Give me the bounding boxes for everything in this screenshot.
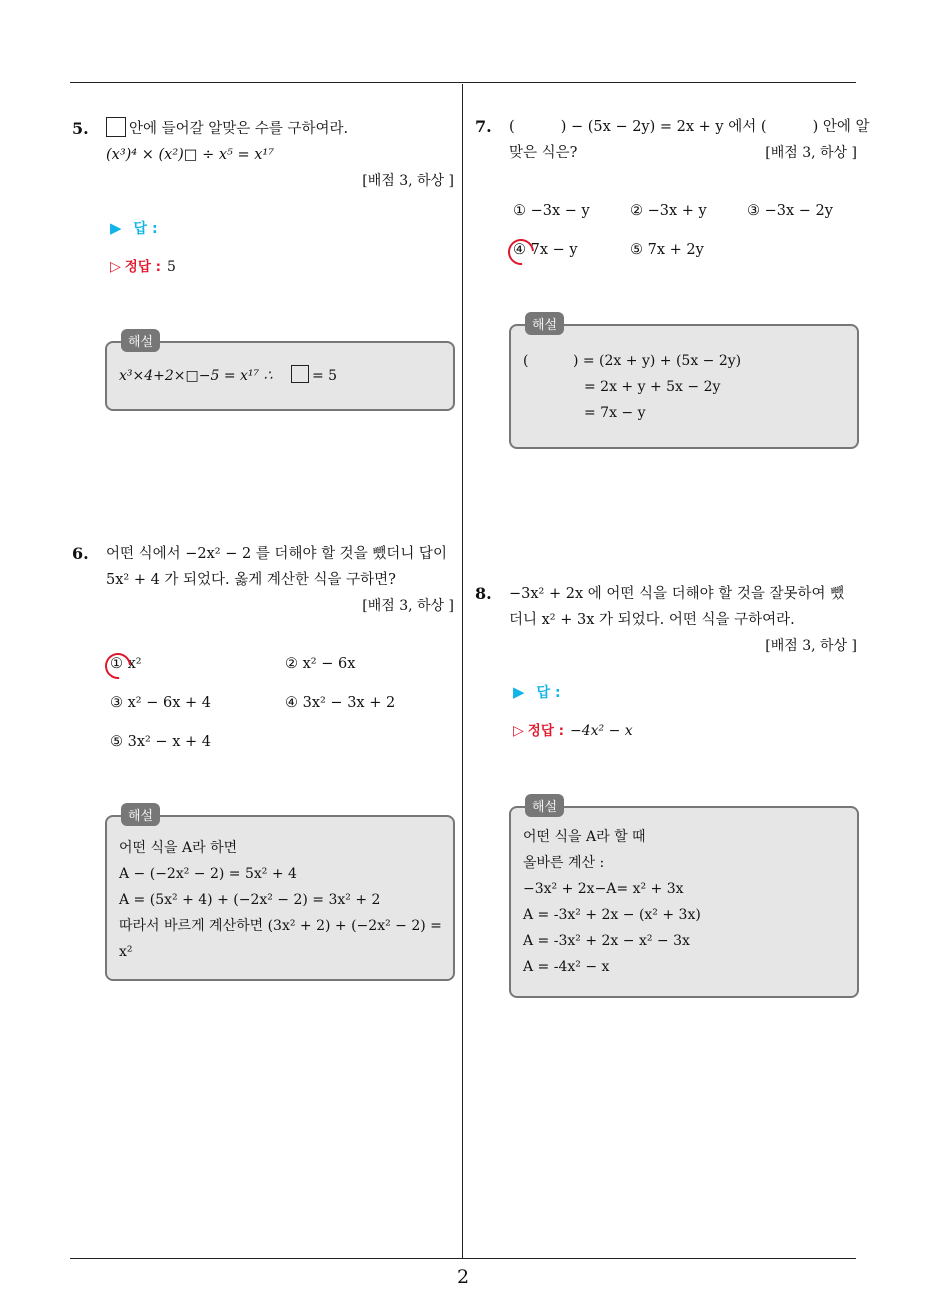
explanation-tag: 해설	[121, 803, 160, 826]
explanation-line: x²	[119, 944, 133, 960]
score-meta: [배점 3, 하상 ]	[765, 145, 857, 161]
question-text-line: −3x² + 2x 에 어떤 식을 더해야 할 것을 잘못하여 뺐	[509, 586, 845, 602]
option-1[interactable]: ① x²	[110, 656, 142, 672]
question-number: 6.	[72, 544, 89, 563]
explanation-box-8	[509, 800, 859, 998]
question-text-line: ( ) − (5x − 2y) = 2x + y 에서 ( ) 안에 알	[509, 119, 870, 135]
answer-circle-mark	[100, 648, 137, 685]
blank-box	[291, 365, 309, 383]
option-2[interactable]: ② x² − 6x	[285, 656, 356, 672]
option-2[interactable]: ② −3x + y	[630, 203, 707, 219]
score-meta: [배점 3, 하상 ]	[765, 638, 857, 654]
explanation-line: = 2x + y + 5x − 2y	[584, 379, 721, 395]
page-number: 2	[456, 1266, 470, 1288]
option-5[interactable]: ⑤ 7x + 2y	[630, 242, 704, 258]
column-divider	[462, 84, 463, 1259]
explanation-line: = 7x − y	[584, 405, 646, 421]
option-3[interactable]: ③ −3x − 2y	[747, 203, 833, 219]
explanation-line: 어떤 식을 A라 할 때	[523, 829, 646, 845]
correct-answer-8: ▷ 정답 : −4x² − x	[513, 723, 633, 739]
score-meta: [배점 3, 하상 ]	[362, 173, 454, 189]
explanation-line: 어떤 식을 A라 하면	[119, 840, 238, 856]
top-rule	[70, 82, 856, 83]
explanation-tag: 해설	[525, 794, 564, 817]
question-number: 8.	[475, 584, 492, 603]
explanation-line: A = -3x² + 2x − (x² + 3x)	[523, 907, 701, 923]
question-text: 안에 들어갈 알맞은 수를 구하여라.	[106, 116, 454, 142]
question-text-line: 더니 x² + 3x 가 되었다. 어떤 식을 구하여라.	[509, 612, 795, 628]
explanation-line: A = -3x² + 2x − x² − 3x	[523, 933, 690, 949]
explanation-line: A − (−2x² − 2) = 5x² + 4	[119, 866, 297, 882]
answer-circle-mark	[503, 234, 540, 271]
explanation-line: 따라서 바르게 계산하면 (3x² + 2) + (−2x² − 2) =	[119, 918, 442, 934]
question-number: 5.	[72, 119, 89, 138]
correct-answer-5: ▷ 정답 : 5	[110, 259, 176, 275]
outline-triangle-icon: ▷	[110, 259, 121, 275]
option-1[interactable]: ① −3x − y	[513, 203, 590, 219]
answer-input-5[interactable]: ▶ 답 :	[110, 219, 158, 237]
explanation-box-6	[105, 809, 455, 981]
option-3[interactable]: ③ x² − 6x + 4	[110, 695, 211, 711]
explanation-line: −3x² + 2x−A= x² + 3x	[523, 881, 684, 897]
question-8	[475, 581, 857, 659]
explanation-line: ( ) = (2x + y) + (5x − 2y)	[523, 353, 742, 369]
question-5	[72, 116, 454, 194]
explanation-tag: 해설	[121, 329, 160, 352]
explanation-line: 올바른 계산 :	[523, 855, 605, 871]
option-4[interactable]: ④ 7x − y	[513, 242, 578, 258]
explanation-line: A = -4x² − x	[523, 959, 610, 975]
question-text-line: 맞은 식은?	[509, 145, 578, 161]
play-triangle-icon: ▶	[110, 219, 122, 237]
score-meta: [배점 3, 하상 ]	[362, 598, 454, 614]
blank-box	[106, 117, 126, 137]
question-7	[475, 114, 870, 166]
option-4[interactable]: ④ 3x² − 3x + 2	[285, 695, 396, 711]
explanation-line: A = (5x² + 4) + (−2x² − 2) = 3x² + 2	[119, 892, 381, 908]
question-text-line: 어떤 식에서 −2x² − 2 를 더해야 할 것을 뺐더니 답이	[106, 546, 447, 562]
bottom-rule	[70, 1258, 856, 1259]
explanation-tag: 해설	[525, 312, 564, 335]
option-5[interactable]: ⑤ 3x² − x + 4	[110, 734, 211, 750]
outline-triangle-icon: ▷	[513, 723, 524, 739]
question-equation: (x³)⁴ × (x²)□ ÷ x⁵ = x¹⁷	[106, 147, 275, 163]
play-triangle-icon: ▶	[513, 683, 525, 701]
question-number: 7.	[475, 117, 492, 136]
question-text-line: 5x² + 4 가 되었다. 옳게 계산한 식을 구하면?	[106, 572, 396, 588]
question-6	[72, 541, 454, 619]
explanation-box-7	[509, 318, 859, 449]
explanation-box-5: 해설 x³×4+2×□−5 = x¹⁷ ∴ = 5	[105, 341, 455, 411]
answer-input-8[interactable]: ▶ 답 :	[513, 683, 561, 701]
